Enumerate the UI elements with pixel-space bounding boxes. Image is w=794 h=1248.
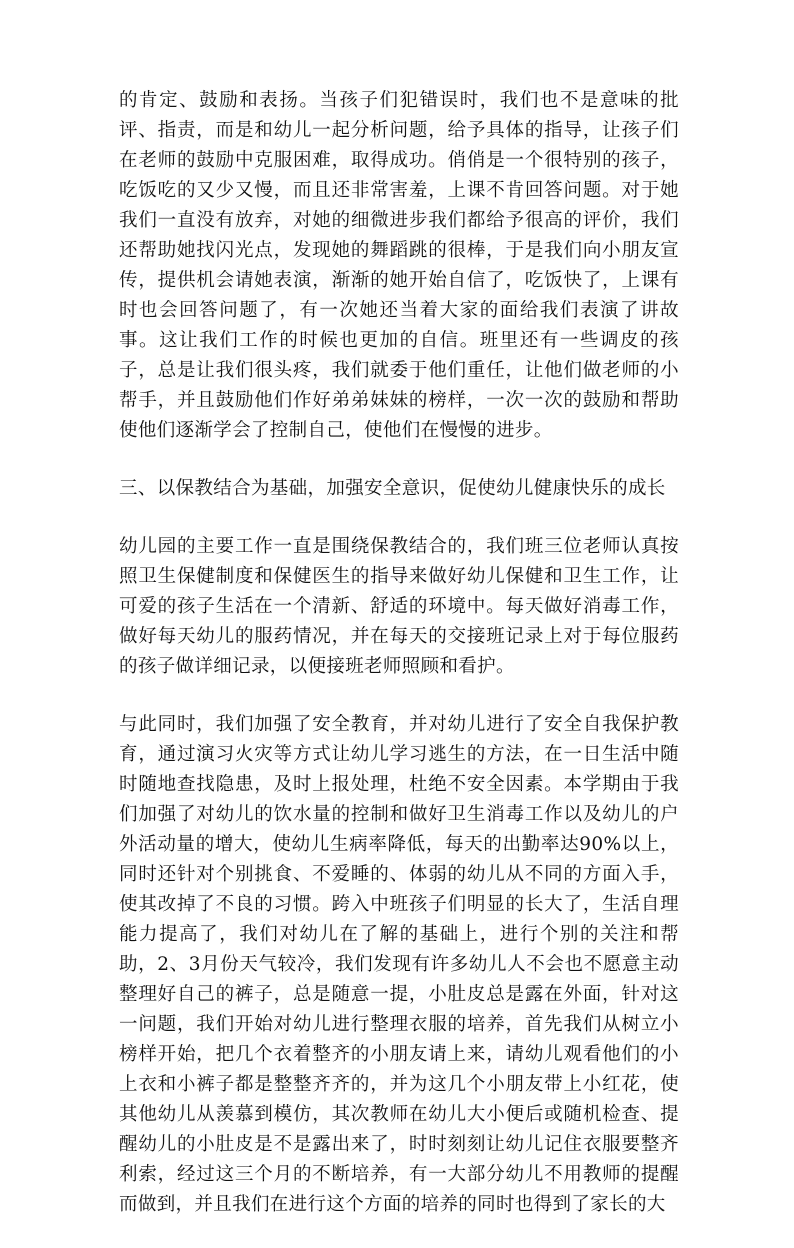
paragraph-safety-education: 与此同时，我们加强了安全教育，并对幼儿进行了安全自我保护教育，通过演习火灾等方式让幼儿学习逃生的方法，在一日生活中随时随地查找隐患，及时上报处理，杜绝不安全因素。本学期由于我们加强了对幼儿的饮水量的控制和做好卫生消毒工作以及幼儿的户外活动量的增大，使幼儿生病率降低，每天的出勤率达90%以上，同时还针对个别挑食、不爱睡的、体弱的幼儿从不同的方面入手，使其改掉了不良的习惯。跨入中班孩子们明显的长大了，生活自理能力提高了，我们对幼儿在了解的基础上，进行个别的关注和帮助，2、3月份天气较冷，我们发现有许多幼儿人不会也不愿意主动整理好自己的裤子，总是随意一提，小肚皮总是露在外面，针对这一问题，我们开始对幼儿进行整理衣服的培养，首先我们从树立小榜样开始，把几个衣着整齐的小朋友请上来，请幼儿观看他们的小上衣和小裤子都是整整齐齐的，并为这几个小朋友带上小红花，使其他幼儿从羡慕到模仿，其次教师在幼儿大小便后或随机检查、提醒幼儿的小肚皮是不是露出来了，时时刻刻让幼儿记住衣服要整齐利索，经过这三个月的不断培养，有一大部分幼儿不用教师的提醒而做到，并且我们在进行这个方面的培养的同时也得到了家长的大 [119, 714, 679, 1215]
document-body [119, 86, 679, 1248]
section-heading-safety: 三、以保教结合为基础，加强安全意识，促使幼儿健康快乐的成长 [119, 478, 666, 499]
paragraph-praise-encouragement: 的肯定、鼓励和表扬。当孩子们犯错误时，我们也不是意味的批评、指责，而是和幼儿一起分析问题，给予具体的指导，让孩子们在老师的鼓励中克服困难，取得成功。俏俏是一个很特别的孩子，吃饭吃的又少又慢，而且还非常害羞，上课不肯回答问题。对于她我们一直没有放弃，对她的细微进步我们都给予很高的评价，我们还帮助她找闪光点，发现她的舞蹈跳的很棒，于是我们向小朋友宣传，提供机会请她表演，渐渐的她开始自信了，吃饭快了，上课有时也会回答问题了，有一次她还当着大家的面给我们表演了讲故事。这让我们工作的时候也更加的自信。班里还有一些调皮的孩子，总是让我们很头疼，我们就委于他们重任，让他们做老师的小帮手，并且鼓励他们作好弟弟妹妹的榜样，一次一次的鼓励和帮助使他们逐渐学会了控制自己，使他们在慢慢的进步。 [119, 90, 679, 441]
paragraph-health-care: 幼儿园的主要工作一直是围绕保教结合的，我们班三位老师认真按照卫生保健制度和保健医生的指导来做好幼儿保健和卫生工作，让可爱的孩子生活在一个清新、舒适的环境中。每天做好消毒工作，做好每天幼儿的服药情况，并在每天的交接班记录上对于每位服药的孩子做详细记录，以便接班老师照顾和看护。 [119, 536, 679, 677]
